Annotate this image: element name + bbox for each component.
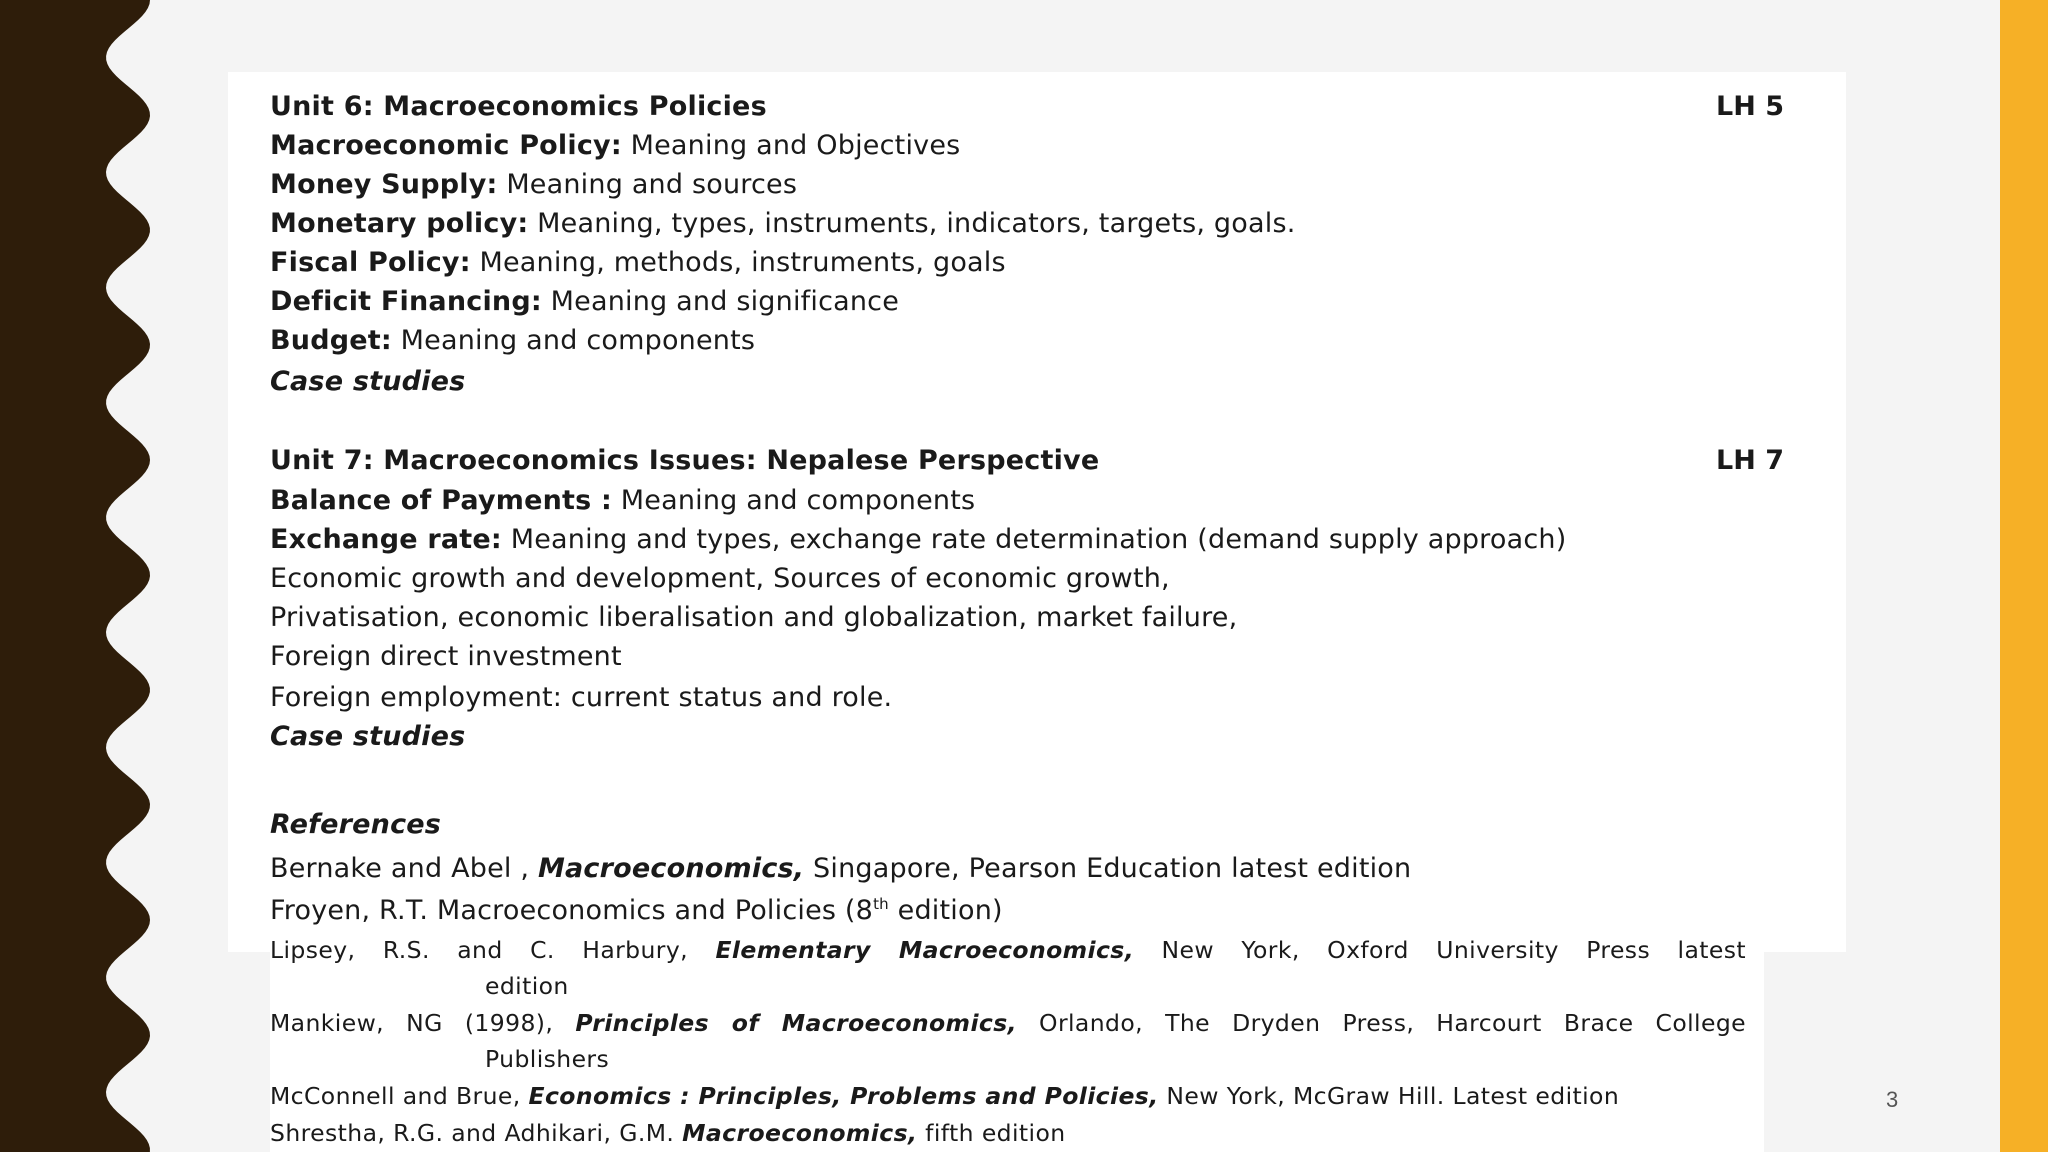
reference-shrestha: Shrestha, R.G. and Adhikari, G.M. Macroeconomics, fifth edition bbox=[270, 1119, 1066, 1147]
reference-mcconnell: McConnell and Brue, Economics : Principles, Problems and Policies, New York, McGraw Hill. Latest edition bbox=[270, 1082, 1620, 1110]
unit6-lecture-hours: LH 5 bbox=[1716, 91, 1784, 122]
reference-mankiew: Mankiew, NG (1998), Principles of Macroeconomics, Orlando, The Dryden Press, Harcourt Brace College Publishers bbox=[270, 1009, 1746, 1073]
unit7-item: Balance of Payments : Meaning and components bbox=[270, 485, 976, 516]
unit6-case-studies: Case studies bbox=[270, 366, 466, 397]
reference-froyen: Froyen, R.T. Macroeconomics and Policies (8th edition) bbox=[270, 895, 1003, 926]
unit7-line: Privatisation, economic liberalisation and globalization, market failure, bbox=[270, 602, 1238, 633]
unit7-item: Exchange rate: Meaning and types, exchange rate determination (demand supply approach) bbox=[270, 524, 1567, 555]
wavy-left-band bbox=[0, 0, 160, 1152]
reference-bernake: Bernake and Abel , Macroeconomics, Singapore, Pearson Education latest edition bbox=[270, 853, 1412, 884]
references-heading: References bbox=[270, 809, 442, 840]
unit6-item: Macroeconomic Policy: Meaning and Objectives bbox=[270, 130, 961, 161]
right-accent-band bbox=[2000, 0, 2048, 1152]
unit7-lecture-hours: LH 7 bbox=[1716, 445, 1784, 476]
unit7-line: Foreign direct investment bbox=[270, 641, 622, 672]
unit7-line: Economic growth and development, Sources of economic growth, bbox=[270, 563, 1170, 594]
unit6-item: Deficit Financing: Meaning and significance bbox=[270, 286, 900, 317]
unit6-item: Money Supply: Meaning and sources bbox=[270, 169, 798, 200]
unit7-line: Foreign employment: current status and role. bbox=[270, 682, 893, 713]
unit7-title: Unit 7: Macroeconomics Issues: Nepalese Perspective bbox=[270, 445, 1100, 476]
unit6-item: Fiscal Policy: Meaning, methods, instruments, goals bbox=[270, 247, 1006, 278]
unit7-case-studies: Case studies bbox=[270, 721, 466, 752]
unit6-item: Monetary policy: Meaning, types, instruments, indicators, targets, goals. bbox=[270, 208, 1296, 239]
reference-lipsey: Lipsey, R.S. and C. Harbury, Elementary Macroeconomics, New York, Oxford University Press latest edition bbox=[270, 936, 1746, 1000]
unit6-item: Budget: Meaning and components bbox=[270, 325, 756, 356]
slide-page-number: 3 bbox=[1886, 1087, 1899, 1112]
unit6-title: Unit 6: Macroeconomics Policies bbox=[270, 91, 767, 122]
